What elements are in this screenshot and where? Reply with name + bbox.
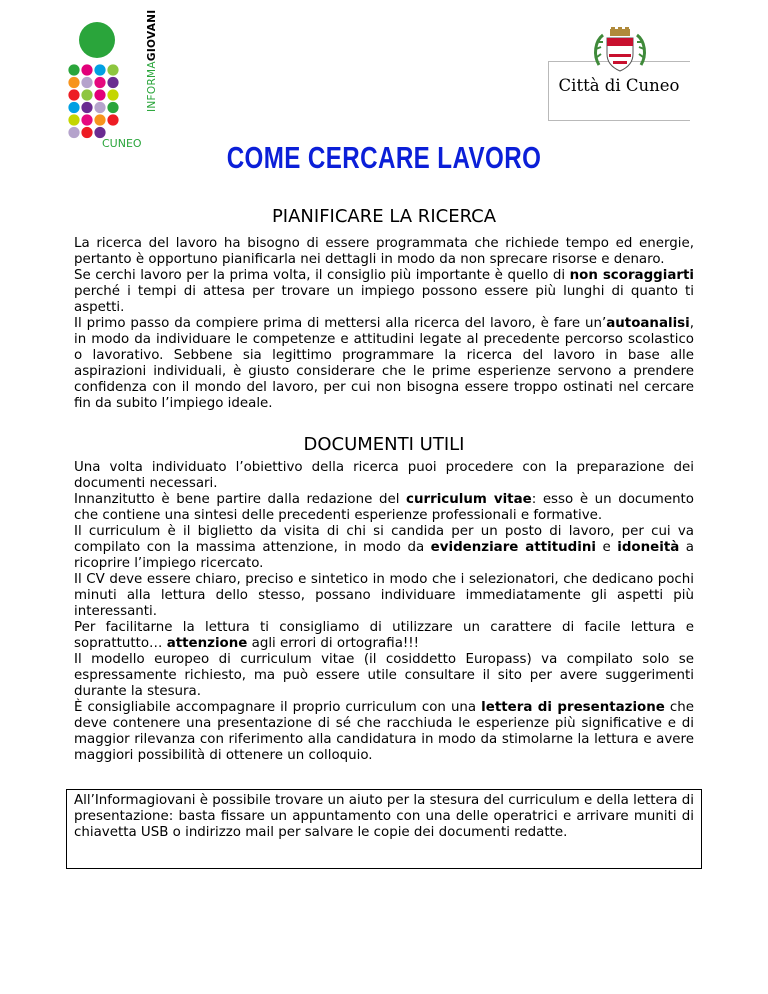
logo-dot: [94, 102, 105, 113]
logo-caption: CUNEO: [102, 137, 142, 150]
paragraph: [74, 492, 694, 524]
section-heading-pianificare: PIANIFICARE LA RICERCA: [271, 206, 497, 227]
page-title: COME CERCARE LAVORO: [226, 140, 542, 175]
logo-dot: [81, 127, 92, 138]
emphasis: idoneità: [617, 540, 680, 555]
logo-dot: [68, 64, 79, 75]
text: , in modo da individuare le competenze e attitudini legate al precedente percorso scolastico o lavorativo. Sebbene sia legittimo programmare la ricerca del lavoro in base alle aspirazioni individuali, è giusto considerare che le prime esperienze servono a prendere confidenza con il mondo del lavoro, per cui non bisogna essere troppo ostinati nel cercare fin da subito l’impiego ideale.: [74, 316, 694, 411]
citta-di-cuneo-logo: [548, 27, 690, 119]
section-heading-documenti: DOCUMENTI UTILI: [303, 434, 465, 455]
text: e: [595, 540, 618, 555]
text: Se cerchi lavoro per la prima volta, il consiglio più importante è quello di: [74, 268, 570, 283]
logo-dot: [107, 114, 118, 125]
text: Innanzitutto è bene partire dalla redazione del: [74, 492, 407, 507]
paragraph: Il CV deve essere chiaro, preciso e sintetico in modo che i selezionatori, che dedicano pochi minuti alla lettura dello stesso, possano individuare immediatamente gli aspetti più interessanti.: [74, 572, 694, 619]
paragraph: [74, 316, 694, 412]
emphasis: curriculum vitae: [406, 492, 532, 507]
logo-dot: [81, 89, 92, 100]
text: perché i tempi di attesa per trovare un impiego possono essere più lunghi di quanto ti aspetti.: [74, 284, 694, 315]
logo-label: Città di Cuneo: [558, 76, 680, 95]
logo-dot: [94, 77, 105, 88]
logo-dot: [81, 102, 92, 113]
logo-text-informa: INFORMA: [146, 61, 158, 112]
text: Il curriculum è il biglietto da visita di chi si candida per un posto di lavoro, per cui va compilato con la massima attenzione, in modo da: [74, 524, 694, 555]
logo-dot: [81, 64, 92, 75]
text: che deve contenere una presentazione di sé che racchiuda le esperienze più significative e di maggior rilevanza con riferimento alla candidatura in modo da stimolarne la lettura e avere maggiori possibilità di ottenere un colloquio.: [74, 700, 694, 763]
logo-vertical-text: [146, 10, 158, 112]
text: Per facilitarne la lettura ti consigliamo di utilizzare un carattere di facile lettura e soprattutto…: [74, 620, 694, 651]
text: agli errori di ortografia!!!: [247, 636, 420, 651]
paragraph: [74, 620, 694, 652]
logo-text-giovani: GIOVANI: [146, 9, 158, 62]
text: a ricoprire l’impiego ricercato.: [74, 540, 695, 571]
text: Il primo passo da compiere prima di mettersi alla ricerca del lavoro, è fare un’: [74, 316, 607, 331]
emphasis: evidenziare attitudini: [430, 540, 596, 555]
logo-dot: [68, 77, 79, 88]
emphasis: autoanalisi: [606, 316, 690, 331]
info-box: [66, 789, 702, 869]
logo-dot: [68, 127, 79, 138]
paragraph: La ricerca del lavoro ha bisogno di essere programmata che richiede tempo ed energie, pertanto è opportuno pianificarla nei dettagli in modo da non sprecare risorse e denaro.: [74, 236, 694, 267]
text: : esso è un documento che contiene una sintesi delle precedenti esperienze professionali e formative.: [74, 492, 694, 523]
info-box-text: All’Informagiovani è possibile trovare un aiuto per la stesura del curriculum e della lettera di presentazione: basta fissare un appuntamento con una delle operatrici e arrivare muniti di chiavetta USB o indirizzo mail per salvare le copie dei documenti redatte.: [74, 793, 694, 840]
paragraph: Una volta individuato l’obiettivo della ricerca puoi procedere con la preparazione dei documenti necessari.: [74, 460, 694, 491]
logo-dot: [94, 89, 105, 100]
informagiovani-logo: [64, 9, 174, 155]
text: È consigliabile accompagnare il proprio curriculum con una: [74, 700, 482, 715]
logo-dot: [81, 77, 92, 88]
paragraph: Il modello europeo di curriculum vitae (il cosiddetto Europass) va compilato solo se espressamente richiesto, ma può essere utile consultare il sito per avere suggerimenti durante la stesura.: [74, 652, 694, 699]
section-documenti: [74, 460, 694, 764]
logo-dot: [94, 64, 105, 75]
paragraph: [74, 700, 694, 764]
emphasis: attenzione: [166, 636, 248, 651]
logo-dot: [81, 114, 92, 125]
logo-dot: [107, 64, 118, 75]
logo-dot: [107, 77, 118, 88]
logo-dot: [107, 102, 118, 113]
logo-dot: [68, 102, 79, 113]
emphasis: non scoraggiarti: [569, 268, 694, 283]
logo-dot: [68, 89, 79, 100]
logo-dot: [68, 114, 79, 125]
crest-icon: [591, 27, 649, 77]
logo-dot: [107, 89, 118, 100]
paragraph: [74, 524, 694, 572]
paragraph: [74, 268, 694, 316]
logo-dot: [94, 114, 105, 125]
section-pianificare: [74, 236, 694, 412]
logo-large-dot: [79, 22, 115, 58]
emphasis: lettera di presentazione: [481, 700, 665, 715]
